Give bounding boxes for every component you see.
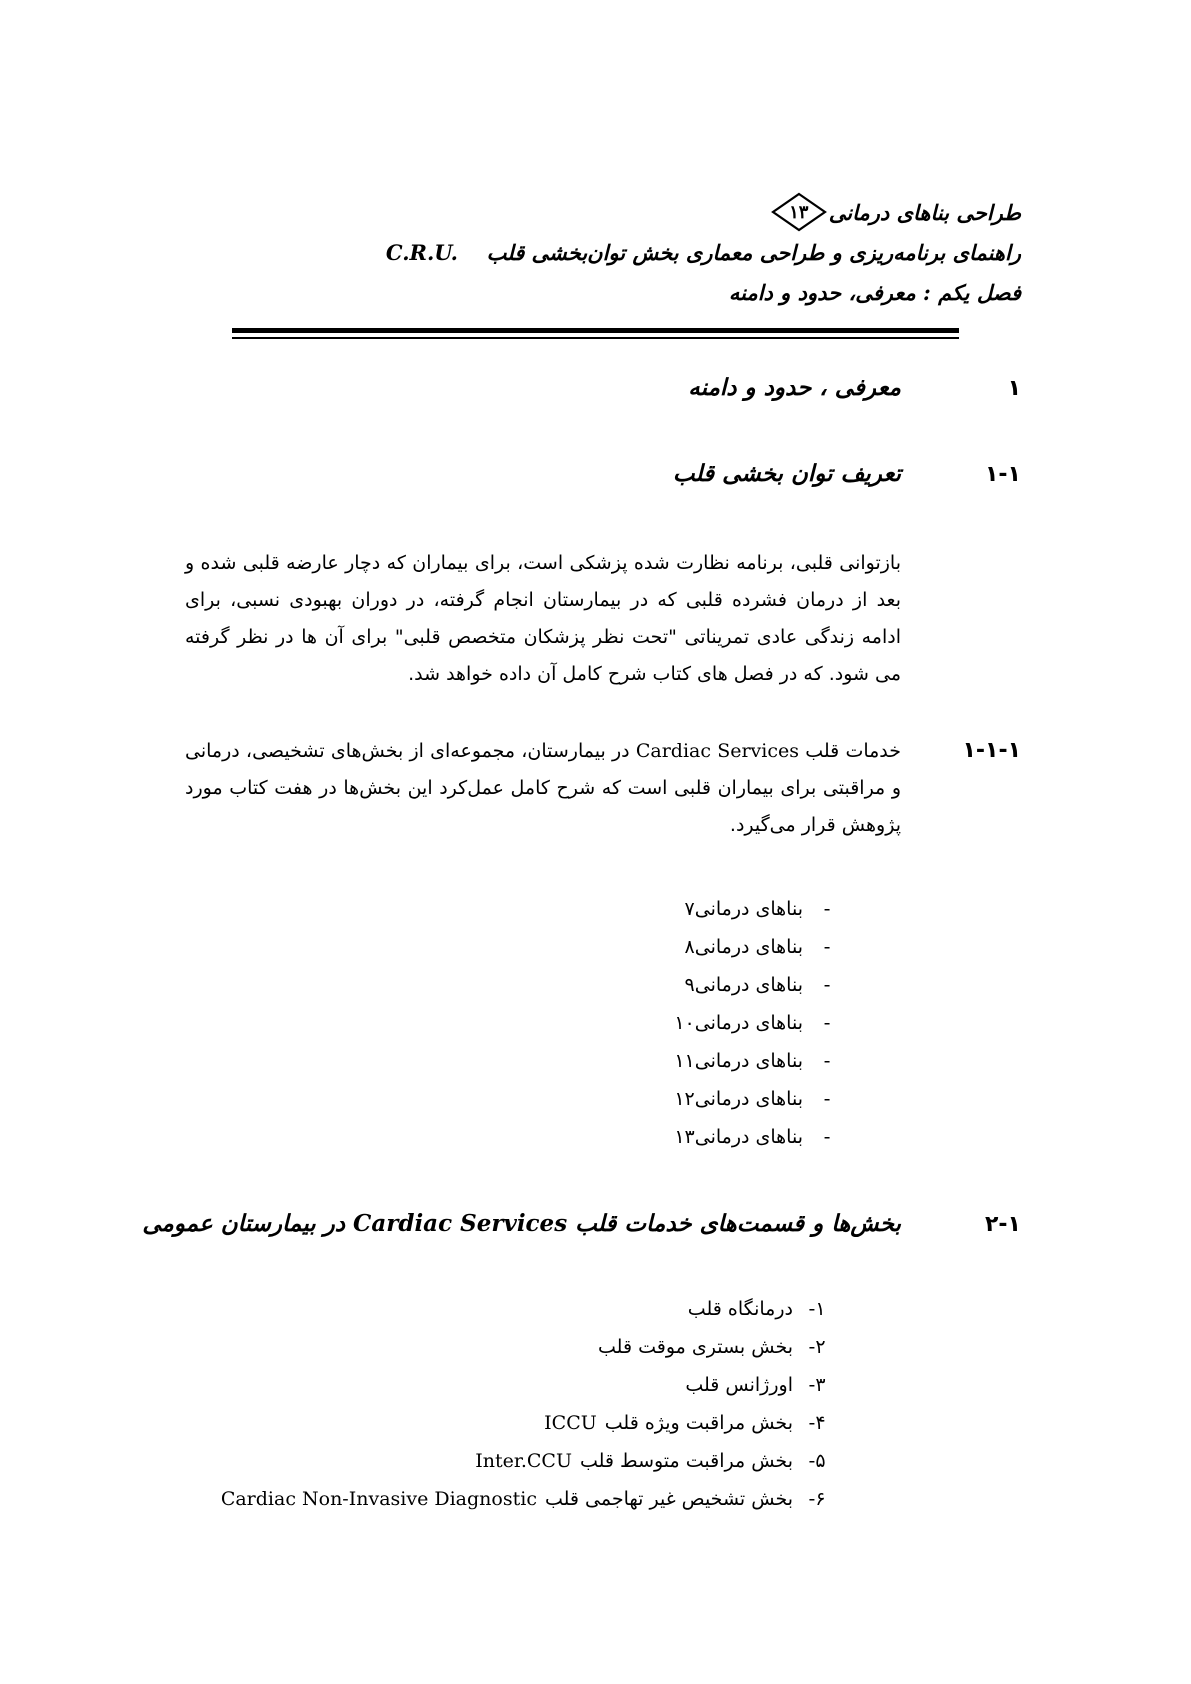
section-1-1-number: ۱-۱ <box>985 462 1021 487</box>
list-dash: - <box>823 1012 831 1034</box>
unit-list-item <box>221 1404 841 1442</box>
running-header-guide <box>386 240 1021 265</box>
unit-marker: ۵- <box>808 1450 826 1472</box>
section-1-1-paragraph: بازتوانی قلبی، برنامه نظارت شده پزشکی است، برای بیماران که دچار عارضه قلبی شده و بعد از درمان فشرده قلبی که در بیمارستان انجام گرفته، در دوران بهبودی نسبی، برای ادامه زندگی عادی تمریناتی "تحت نظر پزشکان متخصص قلبی" برای آن ها در نظر گرفته می شود. که در فصل های کتاب شرح کامل آن داده خواهد شد. <box>185 552 901 685</box>
unit-list-item <box>221 1290 841 1328</box>
unit-list-item <box>221 1480 841 1518</box>
book-list-item <box>643 890 851 928</box>
list-dash: - <box>823 1050 831 1072</box>
services-text-2: در بیمارستان، مجموعه‌ای از بخش‌های تشخیصی، درمانی و مراقبتی برای بیماران قلبی است که شرح کامل عمل‌کرد این بخش‌ها در هفت کتاب مورد پژوهش قرار می‌گیرد. <box>185 740 901 836</box>
section-1-2-number: ۲-۱ <box>985 1212 1021 1237</box>
book-number: ۹ <box>684 974 695 996</box>
section-1-title: معرفی ، حدود و دامنه <box>688 374 901 401</box>
book-number: ۸ <box>684 936 695 958</box>
book-label: بناهای درمانی <box>694 898 803 920</box>
books-list <box>643 890 851 1156</box>
book-title: طراحی بناهای درمانی <box>828 199 1021 225</box>
section-1-1-1-paragraph <box>185 733 901 844</box>
section-1-2-title <box>142 1210 901 1237</box>
units-list <box>221 1290 841 1518</box>
header-rule-thin <box>232 337 959 339</box>
unit-label: بخش مراقبت متوسط قلب <box>579 1450 793 1472</box>
guide-title: راهنمای برنامه‌ریزی و طراحی معماری بخش توان‌بخشی قلب <box>486 240 1021 265</box>
list-dash: - <box>823 1088 831 1110</box>
unit-marker: ۶- <box>808 1488 826 1510</box>
unit-marker: ۲- <box>808 1336 826 1358</box>
header-rule-thick <box>232 328 959 333</box>
unit-list-item <box>221 1442 841 1480</box>
list-dash: - <box>823 974 831 996</box>
book-number: ۱۳ <box>674 1126 695 1148</box>
section-1-2-title-english: Cardiac Services <box>353 1210 568 1237</box>
unit-label: اورژانس قلب <box>685 1374 793 1396</box>
book-number: ۱۲ <box>674 1088 695 1110</box>
book-list-item <box>643 1042 851 1080</box>
book-label: بناهای درمانی <box>694 936 803 958</box>
services-english: Cardiac Services <box>635 740 799 762</box>
book-number-badge <box>771 192 827 232</box>
book-number: ۱۰ <box>674 1012 695 1034</box>
book-list-item <box>643 1118 851 1156</box>
list-dash: - <box>823 898 831 920</box>
section-1-1-title: تعریف توان بخشی قلب <box>672 460 901 487</box>
list-dash: - <box>823 1126 831 1148</box>
book-label: بناهای درمانی <box>694 1050 803 1072</box>
unit-label: بخش بستری موقت قلب <box>598 1336 793 1358</box>
book-label: بناهای درمانی <box>694 1126 803 1148</box>
book-list-item <box>643 1080 851 1118</box>
book-label: بناهای درمانی <box>694 1088 803 1110</box>
book-list-item <box>643 966 851 1004</box>
services-text-1: خدمات قلب <box>805 740 902 762</box>
book-label: بناهای درمانی <box>694 974 803 996</box>
unit-english-label: ICCU <box>544 1412 597 1434</box>
book-label: بناهای درمانی <box>694 1012 803 1034</box>
book-number: ۱۱ <box>674 1050 695 1072</box>
unit-list-item <box>221 1366 841 1404</box>
unit-marker: ۳- <box>808 1374 826 1396</box>
unit-label: بخش مراقبت ویژه قلب <box>604 1412 793 1434</box>
section-1-number: ۱ <box>1007 376 1021 401</box>
book-list-item <box>643 928 851 966</box>
book-list-item <box>643 1004 851 1042</box>
section-1-2-title-part2: در بیمارستان عمومی <box>142 1210 346 1237</box>
unit-label: درمانگاه قلب <box>687 1298 793 1320</box>
list-dash: - <box>823 936 831 958</box>
unit-marker: ۱- <box>808 1298 826 1320</box>
book-number: ۱۳ <box>789 201 809 223</box>
unit-label: بخش تشخیص غیر تهاجمی قلب <box>544 1488 793 1510</box>
unit-english-label: Cardiac Non-Invasive Diagnostic <box>220 1488 537 1510</box>
unit-english-label: Inter.CCU <box>475 1450 572 1472</box>
unit-list-item <box>221 1328 841 1366</box>
running-header-chapter: فصل یکم : معرفی، حدود و دامنه <box>728 280 1021 305</box>
book-number: ۷ <box>684 898 695 920</box>
running-header-book <box>771 192 1021 232</box>
section-1-1-1-number: ۱-۱-۱ <box>962 738 1021 763</box>
unit-marker: ۴- <box>808 1412 826 1434</box>
section-1-2-title-part1: بخش‌ها و قسمت‌های خدمات قلب <box>575 1210 901 1237</box>
guide-abbrev: C.R.U. <box>385 240 458 265</box>
